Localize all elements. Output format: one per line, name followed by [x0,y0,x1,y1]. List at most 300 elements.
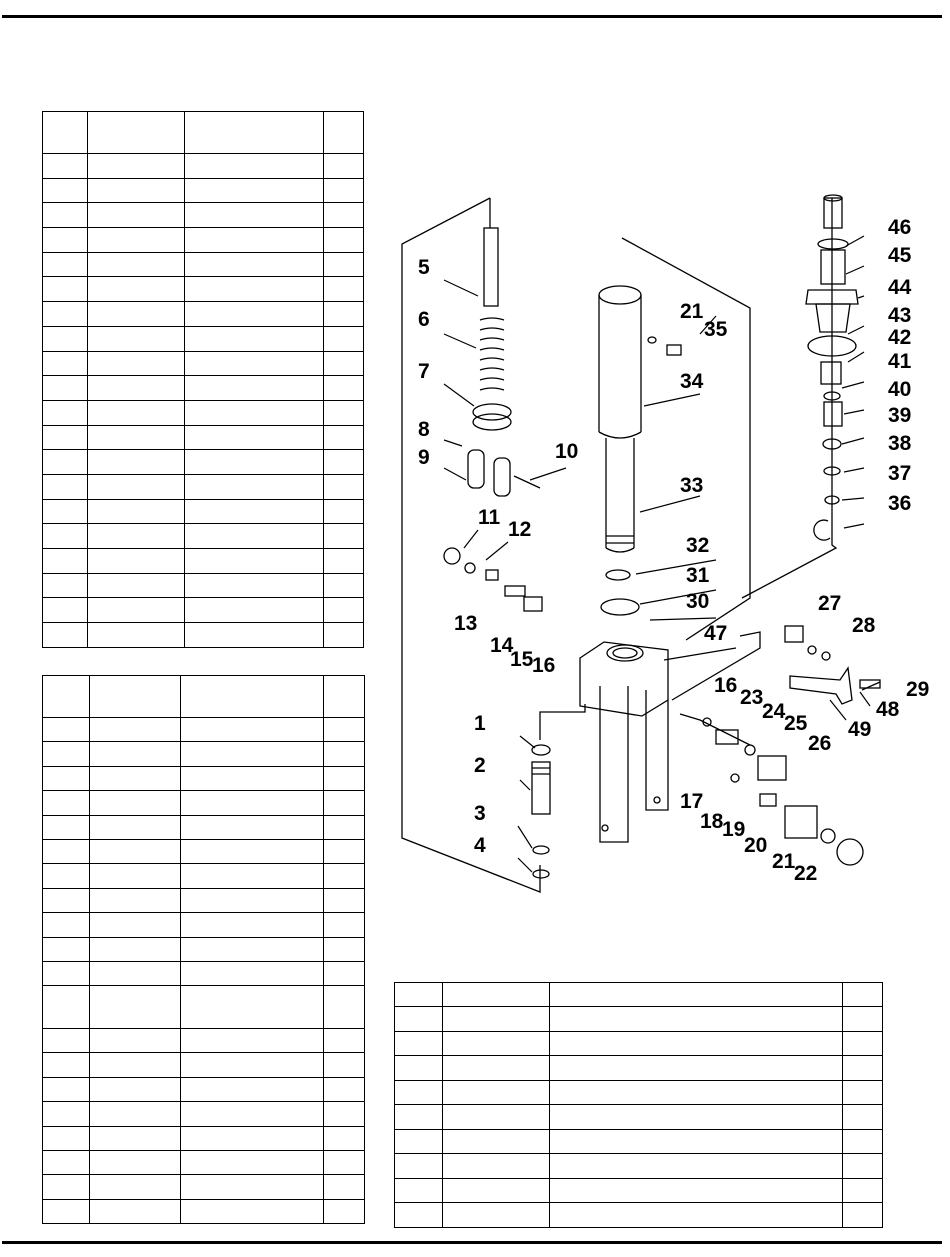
table-cell [324,302,364,327]
table-cell [185,400,324,425]
table-row [43,1199,365,1223]
table-cell [43,376,88,401]
table-cell [43,524,88,549]
table-cell [88,623,185,648]
table-cell [181,1102,324,1126]
table-row [395,1203,883,1228]
table-cell [88,549,185,574]
table-header-row [43,112,364,154]
table-cell [181,1028,324,1052]
leader-line [444,468,466,480]
callout-label: 18 [700,810,724,833]
table-cell [43,203,88,228]
table-row [43,1126,365,1150]
table-cell [43,888,90,912]
table-cell [550,1056,843,1081]
table-cell [88,450,185,475]
callout-label: 39 [888,404,912,427]
leader-line [444,384,474,406]
callout-label: 37 [888,462,912,485]
table-cell [43,815,90,839]
table-cell [185,376,324,401]
table-row [395,1080,883,1105]
table-cell [90,1102,181,1126]
table-row [395,1031,883,1056]
table-row [43,1053,365,1077]
table-cell [324,937,365,961]
table-cell [90,864,181,888]
leader-line [858,296,864,298]
leader-line [842,498,864,500]
table-row [43,178,364,203]
callout-label: 43 [888,304,912,327]
callout-label: 15 [510,648,534,671]
leader-line [842,438,864,444]
table-cell [843,1080,883,1105]
callout-label: 10 [555,440,579,463]
leader-line [846,266,864,274]
table-cell [88,499,185,524]
table-cell [443,1007,550,1032]
table-cell [443,1056,550,1081]
callout-label: 7 [418,360,430,383]
callout-label: 45 [888,244,912,267]
table-header-row [395,983,883,1007]
table-cell [185,203,324,228]
leader-line [518,826,532,848]
leader-line [520,780,530,790]
table-row [395,1129,883,1154]
leader-line [444,280,478,296]
table-cell [88,277,185,302]
callout-label: 44 [888,276,912,299]
table-cell [395,1007,443,1032]
table-cell [843,1203,883,1228]
table-cell [43,326,88,351]
part-spring [480,318,504,390]
table-cell [843,1007,883,1032]
table-cell [324,1175,365,1199]
callout-label: 27 [818,592,842,615]
table-row [43,1102,365,1126]
callout-label: 29 [906,678,930,701]
table-cell [181,1077,324,1101]
table-row [43,351,364,376]
table-cell [181,742,324,766]
callout-label: 34 [680,370,704,393]
table-cell [90,1126,181,1150]
table-cell [324,499,364,524]
table-cell [324,203,364,228]
table-cell [324,742,365,766]
table-row [43,888,365,912]
table-cell [90,1077,181,1101]
callout-label: 24 [762,700,786,723]
callout-label: 40 [888,378,912,401]
table-row [43,1077,365,1101]
table-cell [90,913,181,937]
table-row [43,937,365,961]
table-cell [185,524,324,549]
table-row [43,252,364,277]
table-cell [550,1154,843,1179]
table-cell [324,1102,365,1126]
table-cell [88,302,185,327]
table-cell [43,1126,90,1150]
table-cell [90,791,181,815]
table-cell [324,474,364,499]
table-cell [324,549,364,574]
table-cell [843,1105,883,1130]
table-cell [324,573,364,598]
table-cell [43,961,90,985]
table-cell [185,598,324,623]
callout-label: 36 [888,492,912,515]
table-cell [181,1150,324,1174]
callout-label: 3 [474,802,486,825]
table-cell [43,986,90,1029]
parts-table-bottom-right [394,982,883,1228]
table-cell [324,1126,365,1150]
table-cell [843,1056,883,1081]
table-cell [43,549,88,574]
table-cell [43,1053,90,1077]
table-cell [324,425,364,450]
table-row [43,718,365,742]
table-cell [88,524,185,549]
table-cell [185,326,324,351]
table-cell [185,549,324,574]
table-cell [443,1154,550,1179]
table-row [43,425,364,450]
leader-line [464,530,478,548]
table-cell [90,815,181,839]
leader-line [664,648,736,660]
table-cell [185,499,324,524]
table-cell [43,839,90,863]
leader-line [486,542,508,560]
part-cylinder-top [599,286,641,304]
table-cell [443,1203,550,1228]
leader-line [860,692,870,706]
table-cell [395,1031,443,1056]
table-cell [90,1028,181,1052]
table-cell [43,450,88,475]
table-cell [88,425,185,450]
parts-table-left-upper [42,111,364,648]
table-cell [443,1129,550,1154]
table-row [43,228,364,253]
table-cell [88,203,185,228]
table-row [395,1154,883,1179]
table-cell [324,400,364,425]
table-cell [90,986,181,1029]
table-row [43,986,365,1029]
table-row [43,277,364,302]
callout-label: 35 [704,318,728,341]
table-row [43,573,364,598]
table-cell [90,888,181,912]
part-rod [484,228,498,306]
table-cell [43,573,88,598]
table-cell [181,815,324,839]
table-cell [185,351,324,376]
callout-label: 2 [474,754,486,777]
callout-label: 6 [418,308,430,331]
table-cell [181,913,324,937]
parts-table-left-lower [42,675,365,1224]
table-cell [395,983,443,1007]
table-cell [88,351,185,376]
table-cell [324,676,365,718]
callout-label: 14 [490,634,514,657]
table-cell [43,623,88,648]
table-cell [181,766,324,790]
callout-label: 19 [722,818,746,841]
table-cell [43,112,88,154]
callout-label: 4 [474,834,486,857]
table-cell [43,277,88,302]
table-cell [43,766,90,790]
table-row [43,815,365,839]
callout-label: 32 [686,534,710,557]
table-cell [43,228,88,253]
table-cell [443,1105,550,1130]
table-cell [550,1080,843,1105]
table-cell [181,676,324,718]
table-cell [324,961,365,985]
table-cell [90,766,181,790]
table-cell [185,178,324,203]
table-cell [43,1175,90,1199]
table-cell [843,1031,883,1056]
callout-label: 23 [740,686,764,709]
table-row [43,474,364,499]
leader-line [842,382,864,388]
table-cell [181,1053,324,1077]
table-cell [185,474,324,499]
table-row [43,524,364,549]
callout-label: 31 [686,564,710,587]
callout-label: 48 [876,698,900,721]
table-cell [324,450,364,475]
table-cell [88,252,185,277]
table-row [43,623,364,648]
table-row [43,913,365,937]
table-cell [90,742,181,766]
leader-line [844,468,864,472]
table-cell [185,228,324,253]
callout-label: 30 [686,590,710,613]
table-cell [88,598,185,623]
table-cell [395,1154,443,1179]
table-cell [90,1053,181,1077]
part-handle-bracket [790,668,852,704]
leader-line [848,326,864,334]
table-cell [324,1150,365,1174]
table-cell [181,961,324,985]
callout-label: 12 [508,518,532,541]
table-cell [185,302,324,327]
table-cell [324,1028,365,1052]
table-cell [181,1175,324,1199]
leader-line [640,496,700,512]
callout-label: 13 [454,612,478,635]
table-row [43,400,364,425]
table-cell [185,154,324,179]
table-cell [43,474,88,499]
table-header-row [43,676,365,718]
table-cell [324,791,365,815]
callout-label: 16 [714,674,738,697]
table-cell [324,1053,365,1077]
table-cell [43,178,88,203]
table-cell [181,791,324,815]
callout-label: 38 [888,432,912,455]
table-cell [43,742,90,766]
callout-label: 41 [888,350,912,373]
table-cell [181,1199,324,1223]
leader-line [444,440,462,446]
callout-label: 42 [888,326,912,349]
table-row [43,203,364,228]
leader-line [520,736,535,748]
table-cell [181,1126,324,1150]
table-row [43,598,364,623]
table-cell [443,1178,550,1203]
bottom-rule [2,1241,942,1244]
table-row [395,1105,883,1130]
table-row [43,1175,365,1199]
table-cell [181,864,324,888]
table-cell [843,983,883,1007]
leader-line [518,858,532,872]
leader-line [844,410,864,414]
table-cell [324,718,365,742]
table-cell [185,425,324,450]
part-stem [824,198,842,228]
table-cell [88,154,185,179]
table-cell [843,1178,883,1203]
table-cell [550,1203,843,1228]
table-cell [324,888,365,912]
table-cell [90,1199,181,1223]
table-cell [395,1129,443,1154]
table-row [43,549,364,574]
table-cell [43,425,88,450]
table-row [395,1007,883,1032]
callout-label: 16 [532,654,556,677]
table-cell [443,1031,550,1056]
table-cell [181,937,324,961]
table-cell [324,766,365,790]
callout-label: 33 [680,474,704,497]
table-row [395,1178,883,1203]
table-cell [88,400,185,425]
table-cell [43,400,88,425]
callout-label: 20 [744,834,768,857]
table-cell [443,983,550,1007]
table-cell [324,598,364,623]
table-cell [324,277,364,302]
table-cell [43,499,88,524]
table-cell [90,676,181,718]
table-cell [43,676,90,718]
part-cup [473,404,511,420]
callout-label: 21 [680,300,704,323]
table-cell [88,228,185,253]
table-cell [395,1178,443,1203]
callout-label: 21 [772,850,796,873]
callout-label: 26 [808,732,832,755]
table-cell [88,573,185,598]
table-cell [324,1199,365,1223]
leader-line [846,236,864,246]
table-cell [550,1129,843,1154]
table-cell [185,623,324,648]
table-cell [88,376,185,401]
table-cell [88,326,185,351]
table-cell [324,864,365,888]
table-cell [550,983,843,1007]
callout-label: 11 [478,506,501,529]
table-cell [185,450,324,475]
callout-label: 28 [852,614,876,637]
table-cell [324,524,364,549]
table-cell [550,1105,843,1130]
table-cell [43,937,90,961]
table-cell [185,573,324,598]
table-cell [43,791,90,815]
table-cell [395,1203,443,1228]
table-cell [43,913,90,937]
table-cell [90,718,181,742]
table-row [43,864,365,888]
table-cell [324,623,364,648]
table-cell [443,1080,550,1105]
table-cell [90,1150,181,1174]
table-cell [324,376,364,401]
table-row [43,302,364,327]
leader-line [848,352,864,362]
table-row [43,326,364,351]
table-cell [324,112,364,154]
table-cell [43,1150,90,1174]
table-cell [90,1175,181,1199]
table-cell [43,351,88,376]
table-cell [324,154,364,179]
table-row [43,450,364,475]
leader-line [644,394,700,406]
table-cell [88,178,185,203]
table-cell [324,351,364,376]
table-cell [324,252,364,277]
table-cell [324,178,364,203]
leader-line [530,468,566,480]
exploded-parts-diagram [380,180,930,900]
table-cell [43,1077,90,1101]
table-cell [88,474,185,499]
table-cell [43,302,88,327]
table-cell [90,839,181,863]
table-cell [395,1105,443,1130]
group-bracket-left [402,198,540,892]
callout-label: 46 [888,216,912,239]
table-cell [181,888,324,912]
table-cell [185,252,324,277]
table-row [43,499,364,524]
leader-line [844,524,864,528]
